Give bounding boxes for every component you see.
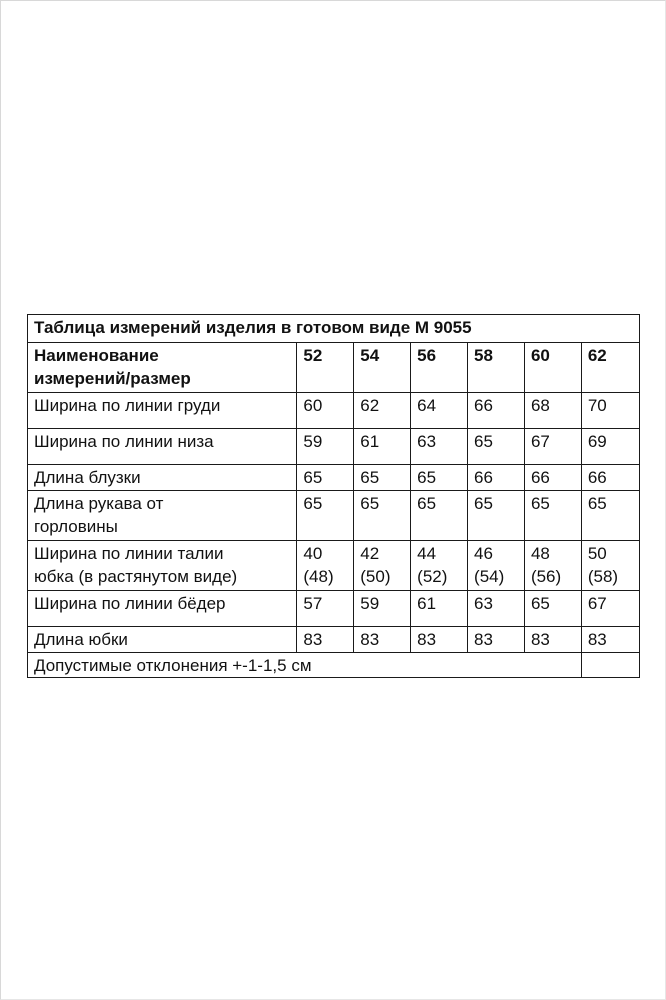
value-primary: 65 (303, 468, 323, 487)
measurement-name-line1: Ширина по линии низа (34, 432, 214, 451)
value-stretched: (48) (303, 567, 334, 586)
value-cell-size-58 (468, 393, 525, 429)
header-size-60: 60 (524, 343, 581, 393)
value-primary: 65 (360, 468, 380, 487)
value-cell-size-52 (297, 627, 354, 653)
value-primary: 83 (360, 630, 380, 649)
value-cell-size-58 (468, 541, 525, 591)
value-primary: 63 (417, 432, 437, 451)
header-size-62: 62 (581, 343, 639, 393)
value-primary: 64 (417, 396, 437, 415)
value-cell-size-52 (297, 393, 354, 429)
value-cell-size-52 (297, 591, 354, 627)
table-title-row (28, 315, 640, 343)
value-primary: 65 (530, 594, 550, 613)
measurement-name-cell (28, 627, 297, 653)
value-primary: 67 (530, 432, 550, 451)
value-primary: 48 (530, 544, 550, 563)
value-primary: 59 (360, 594, 380, 613)
value-cell-size-56 (411, 393, 468, 429)
value-cell-size-58 (468, 591, 525, 627)
header-size-52: 52 (297, 343, 354, 393)
value-primary: 69 (587, 432, 607, 451)
value-cell-size-54 (354, 541, 411, 591)
measurement-name-cell (28, 465, 297, 491)
value-primary: 61 (417, 594, 437, 613)
value-stretched: (50) (360, 567, 391, 586)
value-stretched: (52) (417, 567, 448, 586)
header-label-line1: Наименование (34, 346, 159, 365)
value-cell-size-58 (468, 491, 525, 541)
value-cell-size-62 (581, 429, 639, 465)
table-row (28, 429, 640, 465)
header-label-cell (28, 343, 297, 393)
value-primary: 65 (303, 494, 323, 513)
value-primary: 57 (303, 594, 323, 613)
value-primary: 63 (474, 594, 493, 613)
value-primary: 62 (360, 396, 380, 415)
table-row (28, 393, 640, 429)
value-primary: 50 (587, 544, 607, 563)
value-cell-size-54 (354, 465, 411, 491)
value-cell-size-60 (524, 627, 581, 653)
value-primary: 40 (303, 544, 323, 563)
value-primary: 65 (530, 494, 550, 513)
value-primary: 83 (417, 630, 437, 649)
measurement-name-line2: юбка (в растянутом виде) (34, 567, 238, 586)
value-cell-size-58 (468, 627, 525, 653)
value-cell-size-56 (411, 541, 468, 591)
header-size-56: 56 (411, 343, 468, 393)
value-primary: 65 (417, 494, 437, 513)
header-label-line2: измерений/размер (34, 369, 191, 388)
value-cell-size-54 (354, 393, 411, 429)
header-size-54: 54 (354, 343, 411, 393)
value-stretched: (56) (530, 567, 562, 586)
value-cell-size-52 (297, 429, 354, 465)
value-primary: 67 (587, 594, 607, 613)
measurement-name-cell (28, 541, 297, 591)
value-cell-size-56 (411, 491, 468, 541)
tolerance-note: Допустимые отклонения +-1-1,5 см (28, 653, 582, 678)
measurement-name-line1: Ширина по линии талии (34, 544, 224, 563)
measurement-name-line1: Ширина по линии груди (34, 396, 221, 415)
value-primary: 59 (303, 432, 323, 451)
value-primary: 66 (587, 468, 607, 487)
measurement-name-cell (28, 393, 297, 429)
value-primary: 46 (474, 544, 493, 563)
value-cell-size-62 (581, 591, 639, 627)
value-primary: 42 (360, 544, 380, 563)
table-row (28, 465, 640, 491)
value-primary: 65 (360, 494, 380, 513)
value-primary: 61 (360, 432, 380, 451)
measurement-name-line1: Длина юбки (34, 630, 128, 649)
value-cell-size-62 (581, 491, 639, 541)
table-row (28, 591, 640, 627)
value-cell-size-52 (297, 541, 354, 591)
value-cell-size-62 (581, 393, 639, 429)
value-primary: 83 (530, 630, 550, 649)
measurement-name-line1: Длина блузки (34, 468, 141, 487)
value-cell-size-54 (354, 591, 411, 627)
header-size-58: 58 (468, 343, 525, 393)
value-primary: 83 (474, 630, 493, 649)
table-header-row (28, 343, 640, 393)
value-stretched: (58) (587, 567, 619, 586)
measurement-name-line1: Длина рукава от (34, 494, 164, 513)
value-primary: 65 (474, 494, 493, 513)
measurement-name-cell (28, 591, 297, 627)
measurement-name-line2: горловины (34, 517, 118, 536)
value-cell-size-56 (411, 627, 468, 653)
value-primary: 66 (530, 468, 550, 487)
value-cell-size-58 (468, 465, 525, 491)
value-primary: 65 (474, 432, 493, 451)
value-cell-size-56 (411, 465, 468, 491)
value-cell-size-60 (524, 491, 581, 541)
value-cell-size-52 (297, 465, 354, 491)
value-cell-size-56 (411, 591, 468, 627)
value-cell-size-54 (354, 429, 411, 465)
value-primary: 83 (303, 630, 323, 649)
value-cell-size-60 (524, 541, 581, 591)
table-row (28, 541, 640, 591)
value-primary: 65 (587, 494, 607, 513)
value-primary: 70 (587, 396, 607, 415)
value-cell-size-60 (524, 393, 581, 429)
value-cell-size-62 (581, 465, 639, 491)
value-stretched: (54) (474, 567, 505, 586)
value-cell-size-60 (524, 429, 581, 465)
value-primary: 68 (530, 396, 550, 415)
value-primary: 65 (417, 468, 437, 487)
measurement-name-cell (28, 491, 297, 541)
value-primary: 44 (417, 544, 437, 563)
value-cell-size-60 (524, 591, 581, 627)
value-primary: 83 (587, 630, 607, 649)
value-cell-size-54 (354, 491, 411, 541)
value-cell-size-52 (297, 491, 354, 541)
value-cell-size-56 (411, 429, 468, 465)
value-primary: 60 (303, 396, 323, 415)
value-cell-size-60 (524, 465, 581, 491)
table-title: Таблица измерений изделия в готовом виде М 9055 (28, 315, 640, 343)
table-row (28, 627, 640, 653)
value-primary: 66 (474, 396, 493, 415)
value-primary: 66 (474, 468, 493, 487)
measurement-table (27, 314, 640, 678)
value-cell-size-62 (581, 541, 639, 591)
value-cell-size-58 (468, 429, 525, 465)
value-cell-size-62 (581, 627, 639, 653)
footer-empty-cell (581, 653, 639, 678)
table-row (28, 491, 640, 541)
value-cell-size-54 (354, 627, 411, 653)
measurement-name-cell (28, 429, 297, 465)
measurement-name-line1: Ширина по линии бёдер (34, 594, 226, 613)
table-footer-row (28, 653, 640, 678)
